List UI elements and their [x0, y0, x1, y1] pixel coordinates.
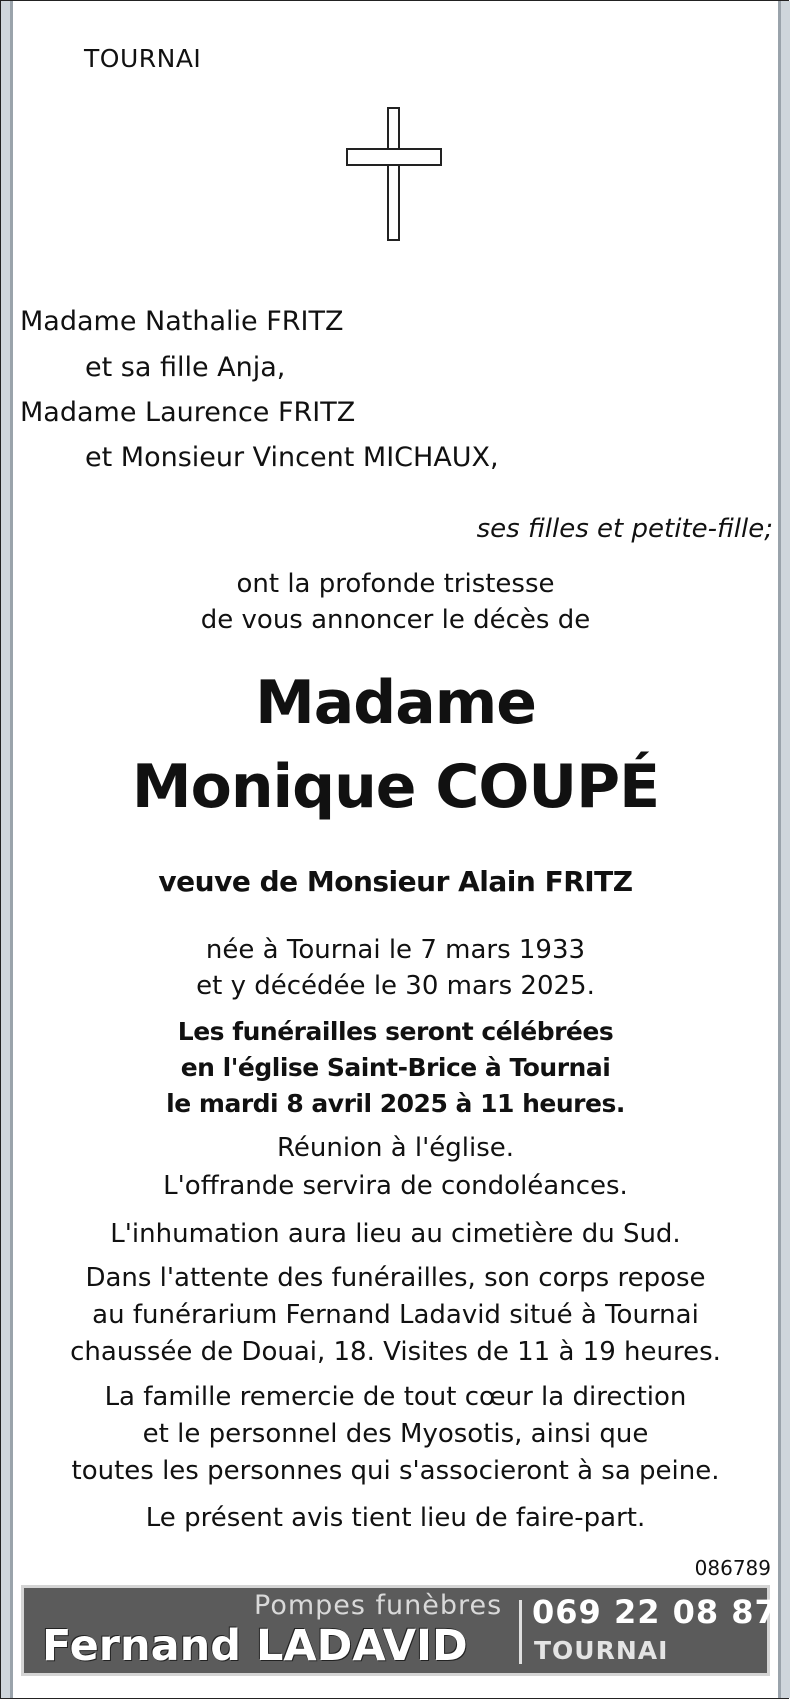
- notice-line: Le présent avis tient lieu de faire-part.: [145, 1503, 646, 1533]
- death-line: et y décédée le 30 mars 2025.: [196, 971, 595, 1001]
- birth-line: née à Tournai le 7 mars 1933: [205, 935, 586, 965]
- thanks-line: La famille remercie de tout cœur la direction: [104, 1382, 687, 1412]
- banner-divider: [519, 1600, 522, 1664]
- rest-line: Dans l'attente des funérailles, son corps repose: [85, 1263, 706, 1293]
- city-header: TOURNAI: [84, 44, 202, 73]
- relation-line: ses filles et petite-fille;: [476, 514, 773, 544]
- family-line: Madame Nathalie FRITZ: [20, 306, 344, 337]
- funeral-home-city: TOURNAI: [534, 1636, 669, 1665]
- deceased-name: Monique COUPÉ: [131, 752, 660, 822]
- funeral-home-subtitle: Pompes funèbres: [254, 1590, 503, 1621]
- widow-line: veuve de Monsieur Alain FRITZ: [158, 865, 633, 898]
- announce-line: de vous annoncer le décès de: [200, 605, 591, 635]
- family-line: Madame Laurence FRITZ: [20, 397, 356, 428]
- funeral-line: Les funérailles seront célébrées: [177, 1017, 614, 1046]
- funeral-home-name: Fernand LADAVID: [42, 1621, 468, 1671]
- funeral-home-phone: 069 22 08 87: [532, 1593, 778, 1631]
- rest-line: chaussée de Douai, 18. Visites de 11 à 19 heures.: [70, 1337, 721, 1367]
- family-line: et sa fille Anja,: [85, 352, 286, 383]
- family-line: et Monsieur Vincent MICHAUX,: [85, 442, 499, 473]
- meeting-line: Réunion à l'église.: [276, 1133, 515, 1163]
- reference-number: 086789: [694, 1556, 771, 1580]
- funeral-home-banner: [21, 1585, 778, 1676]
- thanks-line: toutes les personnes qui s'associeront à sa peine.: [71, 1456, 720, 1486]
- burial-line: L'inhumation aura lieu au cimetière du Sud.: [110, 1219, 681, 1249]
- thanks-line: et le personnel des Myosotis, ainsi que: [142, 1419, 649, 1449]
- funeral-line: en l'église Saint-Brice à Tournai: [180, 1053, 611, 1082]
- announce-line: ont la profonde tristesse: [236, 569, 555, 599]
- meeting-line: L'offrande servira de condoléances.: [163, 1171, 628, 1201]
- funeral-line: le mardi 8 avril 2025 à 11 heures.: [166, 1089, 625, 1118]
- rest-line: au funérarium Fernand Ladavid situé à Tournai: [92, 1300, 699, 1330]
- deceased-title: Madame: [255, 668, 536, 738]
